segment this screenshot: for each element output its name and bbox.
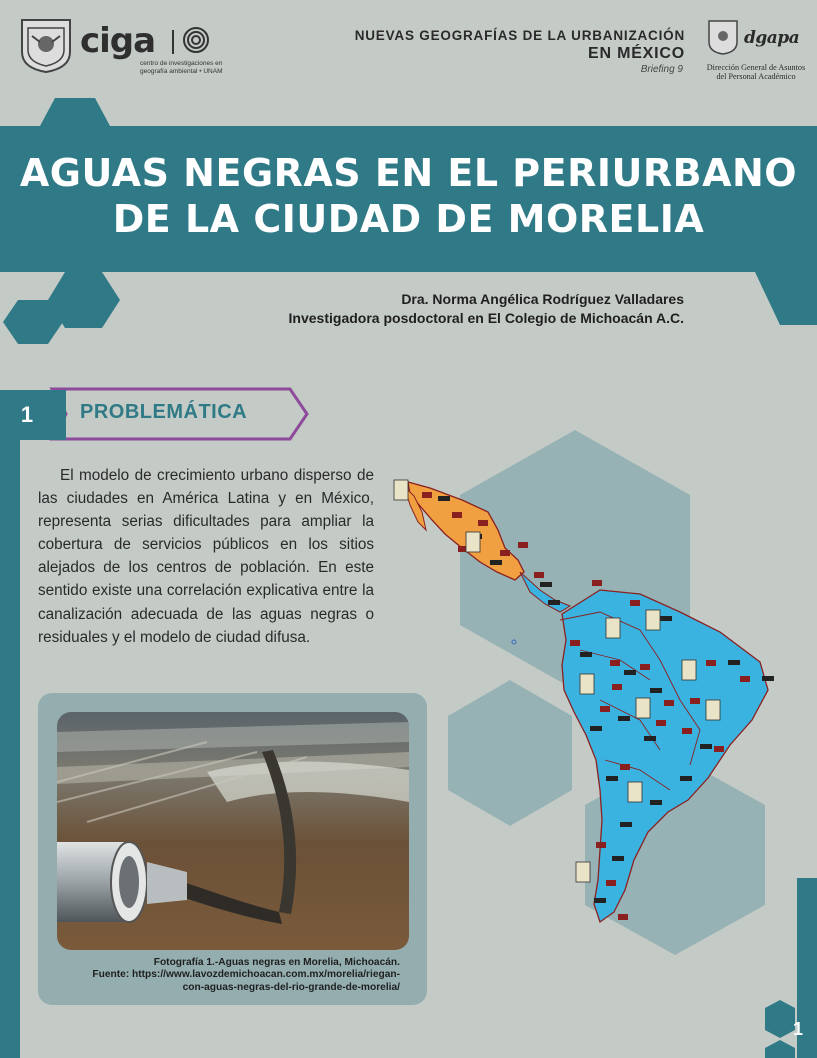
- author-name: Dra. Norma Angélica Rodríguez Valladares: [401, 291, 684, 307]
- briefing-number: Briefing 9: [640, 64, 683, 75]
- page-number: 1: [792, 1019, 803, 1039]
- ciga-wordmark: ciga: [80, 21, 156, 61]
- photo-caption: Fotografía 1.-Aguas negras en Morelia, Michoacán. Fuente: https://www.lavozdemichoacan.com.mx/morelia/riegan- con-aguas-negras-del-rio-grande-de-morelia/: [92, 957, 400, 993]
- page-title: AGUAS NEGRAS EN EL PERIURBANO DE LA CIUDAD DE MORELIA: [19, 151, 798, 241]
- wastewater-photo: [57, 712, 409, 950]
- ciga-subtitle: centro de investigaciones en geografía ambiental • UNAM: [140, 60, 223, 75]
- section-number: 1: [0, 390, 66, 440]
- body-paragraph: El modelo de crecimiento urbano disperso de las ciudades en América Latina y en México, representa serias dificultades para ampliar la cobertura de servicios públicos en los sitios alejados de los centros de población. En este sentido existe una correlación explicativa entre la canalización adecuada de las aguas negras o residuales y el modelo de ciudad difusa.: [38, 467, 374, 646]
- series-line1: NUEVAS GEOGRAFÍAS DE LA URBANIZACIÓN: [354, 28, 685, 43]
- section-title: PROBLEMÁTICA: [80, 401, 248, 423]
- wastewater-photo-image: [57, 712, 409, 950]
- series-line2: EN MÉXICO: [588, 45, 685, 62]
- dgapa-subtitle: Dirección General de Asuntos del Personal Académico: [706, 63, 806, 81]
- author-affiliation: Investigadora posdoctoral en El Colegio de Michoacán A.C.: [288, 310, 684, 326]
- dgapa-wordmark: dgapa: [744, 28, 800, 48]
